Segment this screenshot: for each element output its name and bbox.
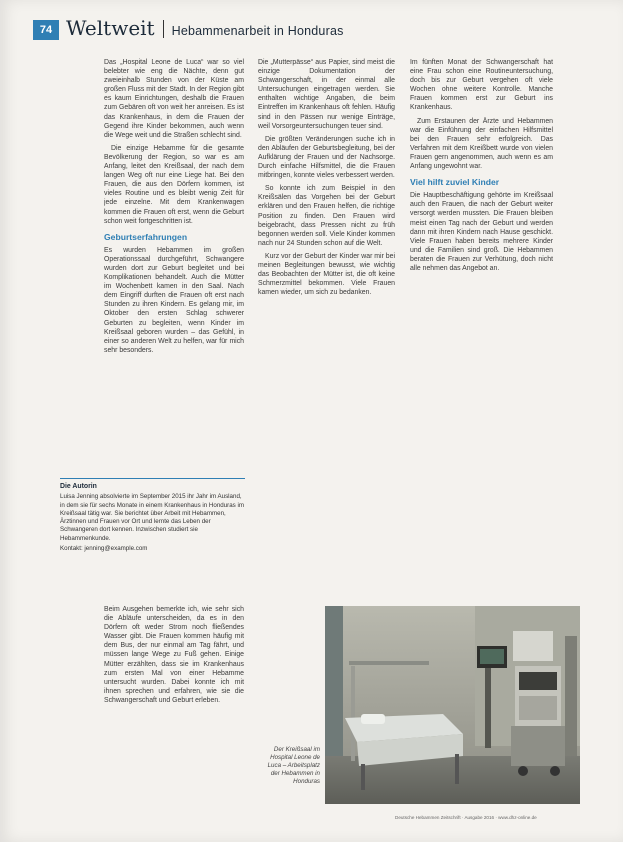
author-box [60, 478, 245, 594]
paragraph: Zum Erstaunen der Ärzte und Hebammen war die Einführung der einfachen Hilfsmittel bei den Frauen sehr erfolgreich. Das Verfahren mit dem Kreißbett wurde von vielen Frauen gern angenommen, auch wenn es am Anfang ungewohnt war. [410, 117, 553, 171]
page-header [66, 16, 344, 42]
paragraph: Beim Ausgehen bemerkte ich, wie sehr sich die Abläufe unterscheiden, da es in den Dörfern oft weder Strom noch fließendes Wasser gibt. Die Frauen kommen häufig mit dem Bus, der nur einmal am Tag fährt, und müssen lange Wege zu Fuß gehen. Einige Mütter erzählten, dass sie im Krankenhaus zum ersten Mal von einer Hebamme untersucht wurden. Dabei konnte ich mit ihnen sprechen und erfahren, wie sie die Schwangerschaft und Geburt erleben. [104, 606, 244, 704]
paragraph: So konnte ich zum Beispiel in den Kreißsälen das Vorgehen bei der Geburt erklären und den Frauen helfen, die richtige Position zu finden. Den Frauen wird beigebracht, dass Pressen nicht zu früh begonnen werden soll. Viele Kinder kommen nach nur 24 Stunden schon auf die Welt. [258, 185, 395, 247]
author-contact: Kontakt: jenning@example.com [60, 545, 148, 553]
article-subtitle: Hebammenarbeit in Honduras [171, 24, 344, 38]
photo-caption: Der Kreißsaal im Hospital Leone de Luca – Arbeitsplatz der Hebammen in Honduras [267, 746, 320, 785]
section-heading: Viel hilft zuviel Kinder [410, 177, 500, 188]
header-divider [163, 20, 164, 38]
article-column-2 [258, 58, 395, 588]
page-number: 74 [33, 20, 59, 40]
paragraph: Die einzige Hebamme für die gesamte Bevölkerung der Region, so war es am Anfang, leitet den Kreißsaal, der nach dem langen Weg oft nur eine Liege hat. Bei den Frauen, die aus den Dörfern kommen, ist vieles Routine und es bleibt wenig Zeit für jede einzelne. Mit dem Krankenwagen kommen die Frauen oft erst, wenn die Geburt schon weit fortgeschritten ist. [104, 144, 244, 225]
author-box-title: Die Autorin [60, 483, 97, 490]
delivery-room-photo [325, 606, 580, 804]
paragraph: Die Hauptbeschäftigung gehörte im Kreißsaal auch den Frauen, die nach der Geburt weiter versorgt werden mussten. Die Frauen bleiben meist einen Tag nach der Geburt und werden dann mit ihren Kindern nach Hause geschickt. Viele Frauen haben bereits mehrere Kinder und die Familien sind groß. Die Hebammen beraten die Frauen zur Verhütung, doch nicht alle nehmen das Angebot an. [410, 192, 553, 272]
paragraph: Die größten Veränderungen suche ich in den Abläufen der Geburtsbegleitung, bei der Aufklärung der Frauen und der Nachsorge. Durch einfache Hilfsmittel, die die Frauen mitbringen, konnte vieles verbessert werden. [258, 135, 395, 180]
article-column-1-lower [104, 605, 244, 820]
author-box-text: Luisa Jenning absolvierte im September 2015 ihr Jahr im Ausland, in dem sie für sechs Monate in einem Krankenhaus in Honduras im Kreißsaal tätig war. Sie berichtet über Arbeit mit Hebammen, Ärztinnen und Frauen vor Ort und lernte das Leben der Schwangeren dort kennen. Inzwischen studiert sie Hebammenkunde. [60, 493, 244, 542]
paragraph: Kurz vor der Geburt der Kinder war mir bei meinen Begleitungen bewusst, wie wichtig das Beobachten der Mütter ist, die oft keine Schmerzmittel bekommen. Viele Frauen kamen wieder, um sich zu bedanken. [258, 252, 395, 297]
page-footer: Deutsche Hebammen Zeitschrift · Ausgabe 2016 · www.dhz-online.de [395, 815, 537, 820]
delivery-room-illustration [325, 606, 580, 804]
section-title: Weltweit [66, 16, 155, 40]
article-column-3 [410, 58, 553, 588]
section-heading: Geburtserfahrungen [104, 231, 188, 242]
paragraph: Die „Mutterpässe“ aus Papier, sind meist die einzige Dokumentation der Schwangerschaft, in der einmal alle Untersuchungen eingetragen werden. Sie enthalten wichtige Angaben, die beim Eintreffen im Krankenhaus oft fehlen. Häufig sind in den Pässen nur wenige Einträge, weil Vorsorgeuntersuchungen teuer sind. [258, 59, 395, 130]
paragraph: Im fünften Monat der Schwangerschaft hat eine Frau schon eine Routineuntersuchung, doch bis zur Geburt vergehen oft viele Wochen ohne weitere Kontrolle. Manche Frauen kommen erst zur Geburt ins Krankenhaus. [410, 59, 553, 112]
paragraph: Es wurden Hebammen im großen Operationssaal durchgeführt, Schwangere wurden dort zur Geburt begleitet und bei Komplikationen behandelt. Auch die Mütter im Wochenbett kamen in den Saal. Nach dem Eingriff durften die Frauen oft erst nach Stunden zu ihren Kindern. Es gelang mir, im Oktober den ersten Schlag schwerer Geburten zu begleiten, wenn Kinder im Kreißsaal geboren wurden – das Gefühl, in einer so anderen Welt zu helfen, war für mich sehr besonders. [104, 246, 244, 354]
paragraph: Das „Hospital Leone de Luca“ war so viel belebter wie eng die Nächte, denn gut zweieinhalb Stunden von der Küste am großen Fluss mit der Stadt. In der Region gibt es kaum Einrichtungen, deshalb die Frauen zum Gebären oft von weit her anreisen. Es ist das Krankenhaus, in dem die Frauen der Gegend ihre Kinder bekommen, auch wenn die Wege weit und die Straßen schlecht sind. [104, 59, 244, 139]
